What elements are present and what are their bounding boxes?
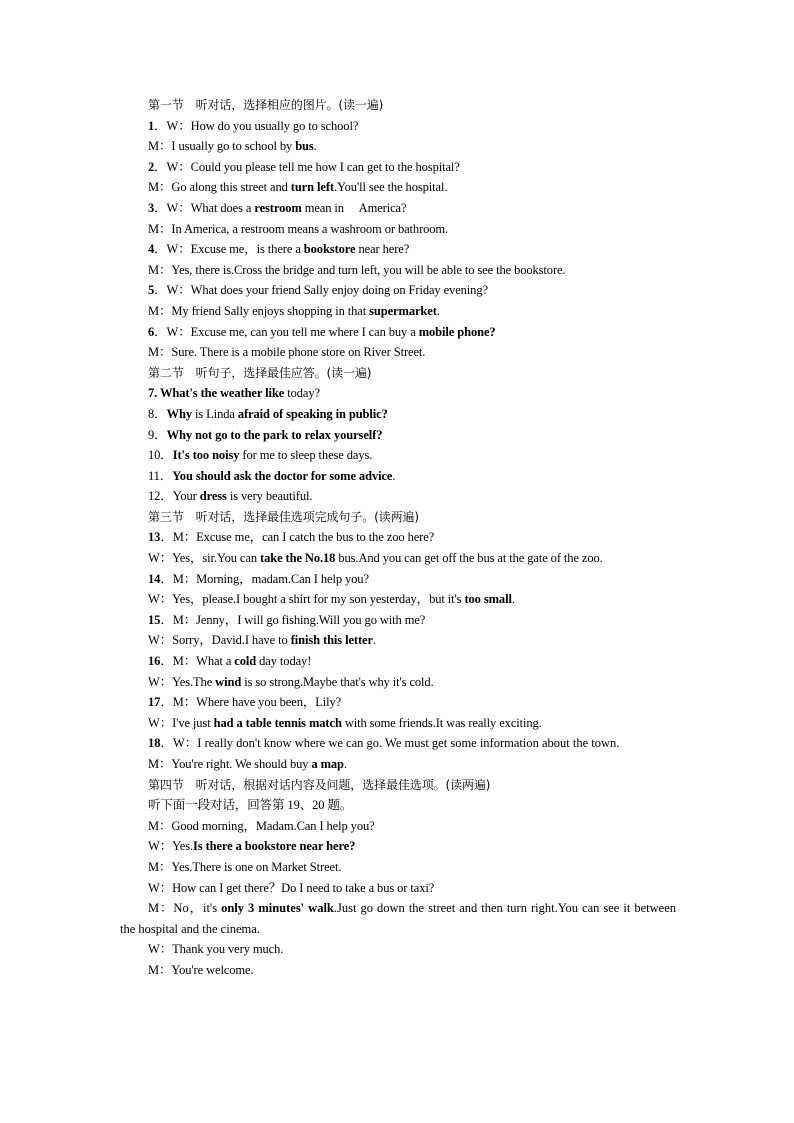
- transcript-line: [120, 898, 676, 939]
- transcript-line: [120, 177, 676, 198]
- text-segment: W：Thank you very much.: [148, 942, 284, 957]
- bold-text: 6: [148, 324, 155, 339]
- transcript-line: [120, 713, 676, 734]
- bold-text: 17: [148, 695, 161, 710]
- transcript-line: [120, 692, 676, 713]
- transcript-line: [120, 610, 676, 631]
- text-segment: W：Sorry，David.I have to: [148, 633, 291, 648]
- section-heading: [120, 775, 676, 796]
- transcript-line: [120, 198, 676, 219]
- bold-text: dress: [199, 489, 227, 504]
- bold-text: Is there a bookstore near here?: [193, 839, 356, 854]
- bold-text: 13: [148, 530, 161, 545]
- bold-text: 1: [148, 118, 155, 133]
- text-segment: with some friends.It was really exciting.: [341, 715, 542, 730]
- text-segment: W：Yes.The: [148, 674, 216, 689]
- text-segment: M：No，it's: [148, 901, 222, 916]
- transcript-body: [120, 95, 676, 981]
- transcript-line: [120, 445, 676, 466]
- text-segment: 9．: [148, 427, 167, 442]
- text-segment: .: [511, 592, 515, 607]
- transcript-line: [120, 322, 676, 343]
- transcript-line: [120, 136, 676, 157]
- text-segment: is Linda: [191, 406, 238, 421]
- text-segment: ．W：How do you usually go to school?: [154, 118, 359, 133]
- section-heading: [120, 507, 676, 528]
- text-segment: ．W：I really don't know where we can go. We must get some information about the town.: [160, 736, 620, 751]
- text-segment: M：Yes.There is one on Market Street.: [148, 859, 342, 874]
- transcript-line: [120, 733, 676, 754]
- text-segment: 11．: [148, 468, 173, 483]
- bold-text: wind: [215, 674, 242, 689]
- transcript-line: [120, 280, 676, 301]
- bold-text: turn left: [290, 180, 334, 195]
- text-segment: 第二节 听句子，选择最佳应答。(读一遍): [148, 365, 372, 380]
- bold-text: 16: [148, 654, 161, 669]
- transcript-line: [120, 260, 676, 281]
- transcript-line: [120, 548, 676, 569]
- transcript-line: [120, 404, 676, 425]
- section-heading: [120, 95, 676, 116]
- text-segment: M：Yes, there is.Cross the bridge and turn left, you will be able to see the bookstore.: [148, 262, 566, 277]
- transcript-line: [120, 301, 676, 322]
- text-segment: W：Yes，sir.You can: [148, 551, 260, 566]
- text-segment: 听下面一段对话，回答第 19、20 题。: [148, 798, 353, 813]
- text-segment: ．M：Where have you been，Lily?: [160, 695, 342, 710]
- text-segment: .: [313, 139, 317, 154]
- bold-text: 18: [148, 736, 161, 751]
- text-segment: ．W：Excuse me, can you tell me where I can buy a: [154, 324, 419, 339]
- transcript-line: [120, 569, 676, 590]
- text-segment: M：In America, a restroom means a washroom or bathroom.: [148, 221, 449, 236]
- transcript-line: [120, 466, 676, 487]
- text-segment: 12．Your: [148, 489, 200, 504]
- bold-text: 5: [148, 283, 155, 298]
- text-segment: .: [372, 633, 376, 648]
- bold-text: a map: [311, 757, 344, 771]
- transcript-line: [120, 383, 676, 404]
- text-segment: ．M：Excuse me，can I catch the bus to the zoo here?: [160, 530, 435, 545]
- bold-text: bookstore: [303, 242, 356, 257]
- text-segment: M：I usually go to school by: [148, 139, 296, 154]
- text-segment: ．W：What does a: [154, 200, 255, 215]
- text-segment: M：You're right. We should buy: [148, 757, 312, 771]
- bold-text: 14: [148, 571, 161, 586]
- text-segment: ．W：Excuse me，is there a: [154, 242, 304, 257]
- bold-text: You should ask the doctor for some advice: [172, 468, 393, 483]
- bold-text: Why: [166, 406, 192, 421]
- text-segment: .: [436, 303, 440, 318]
- bold-text: bus: [295, 139, 314, 154]
- text-segment: mean in America?: [301, 200, 407, 215]
- bold-text: take the No.18: [260, 551, 336, 566]
- transcript-line: [120, 239, 676, 260]
- text-segment: day today!: [256, 654, 312, 669]
- text-segment: M：Go along this street and: [148, 180, 291, 195]
- bold-text: too small: [464, 592, 512, 607]
- bold-text: 7. What's the weather like: [148, 386, 285, 401]
- bold-text: 15: [148, 612, 161, 627]
- transcript-line: [120, 960, 676, 981]
- text-segment: W：Yes.: [148, 839, 194, 854]
- text-segment: .: [392, 468, 396, 483]
- text-segment: M：Sure. There is a mobile phone store on River Street.: [148, 345, 426, 360]
- text-segment: near here?: [355, 242, 410, 257]
- bold-text: restroom: [254, 200, 302, 215]
- text-segment: M：You're welcome.: [148, 962, 254, 977]
- transcript-line: [120, 754, 676, 775]
- transcript-line: [120, 878, 676, 899]
- bold-text: supermarket: [369, 303, 437, 318]
- text-segment: ．M：Jenny，I will go fishing.Will you go with me?: [160, 612, 426, 627]
- bold-text: finish this letter: [290, 633, 373, 648]
- bold-text: only 3 minutes' walk: [221, 901, 334, 916]
- text-segment: ．W：Could you please tell me how I can get to the hospital?: [154, 159, 460, 174]
- transcript-line: [120, 486, 676, 507]
- text-segment: M：Good morning，Madam.Can I help you?: [148, 818, 375, 833]
- transcript-line: [120, 939, 676, 960]
- text-segment: 8．: [148, 406, 167, 421]
- transcript-line: [120, 816, 676, 837]
- text-segment: is very beautiful.: [226, 489, 313, 504]
- transcript-line: [120, 651, 676, 672]
- transcript-line: [120, 857, 676, 878]
- transcript-line: [120, 157, 676, 178]
- bold-text: afraid of speaking in public?: [237, 406, 388, 421]
- text-segment: ．M：Morning，madam.Can I help you?: [160, 571, 369, 586]
- transcript-line: [120, 116, 676, 137]
- text-segment: bus.And you can get off the bus at the gate of the zoo.: [335, 551, 603, 566]
- bold-text: Why not go to the park to relax yourself?: [166, 427, 383, 442]
- transcript-line: [120, 425, 676, 446]
- bold-text: 3: [148, 200, 155, 215]
- bold-text: had a table tennis match: [213, 715, 342, 730]
- text-segment: is so strong.Maybe that's why it's cold.: [241, 674, 434, 689]
- text-segment: W：Yes，please.I bought a shirt for my son yesterday，but it's: [148, 592, 465, 607]
- text-segment: 10．: [148, 448, 173, 463]
- bold-text: It's too noisy: [172, 448, 240, 463]
- text-segment: for me to sleep these days.: [239, 448, 373, 463]
- bold-text: 4: [148, 242, 155, 257]
- text-segment: 第三节 听对话，选择最佳选项完成句子。(读两遍): [148, 509, 419, 524]
- bold-text: 2: [148, 159, 155, 174]
- text-segment: M：My friend Sally enjoys shopping in that: [148, 303, 370, 318]
- transcript-line: [120, 630, 676, 651]
- transcript-line: [120, 527, 676, 548]
- text-segment: ．M：What a: [160, 654, 235, 669]
- transcript-line: [120, 342, 676, 363]
- transcript-line: [120, 672, 676, 693]
- text-segment: W：How can I get there？Do I need to take a bus or taxi?: [148, 880, 435, 895]
- text-segment: .You'll see the hospital.: [333, 180, 448, 195]
- text-segment: 第一节 听对话，选择相应的图片。(读一遍): [148, 98, 384, 112]
- text-segment: .: [343, 757, 347, 771]
- transcript-line: [120, 836, 676, 857]
- transcript-line: [120, 795, 676, 816]
- text-segment: 第四节 听对话，根据对话内容及问题，选择最佳选项。(读两遍): [148, 777, 491, 792]
- text-segment: today?: [284, 386, 320, 401]
- text-segment: W：I've just: [148, 715, 214, 730]
- bold-text: cold: [234, 654, 257, 669]
- text-segment: ．W：What does your friend Sally enjoy doing on Friday evening?: [154, 283, 488, 298]
- section-heading: [120, 363, 676, 384]
- transcript-line: [120, 589, 676, 610]
- bold-text: mobile phone?: [418, 324, 496, 339]
- text-segment: .Just go down the street and then turn right.You can see it between the hospital and the cinema.: [120, 901, 676, 936]
- transcript-line: [120, 219, 676, 240]
